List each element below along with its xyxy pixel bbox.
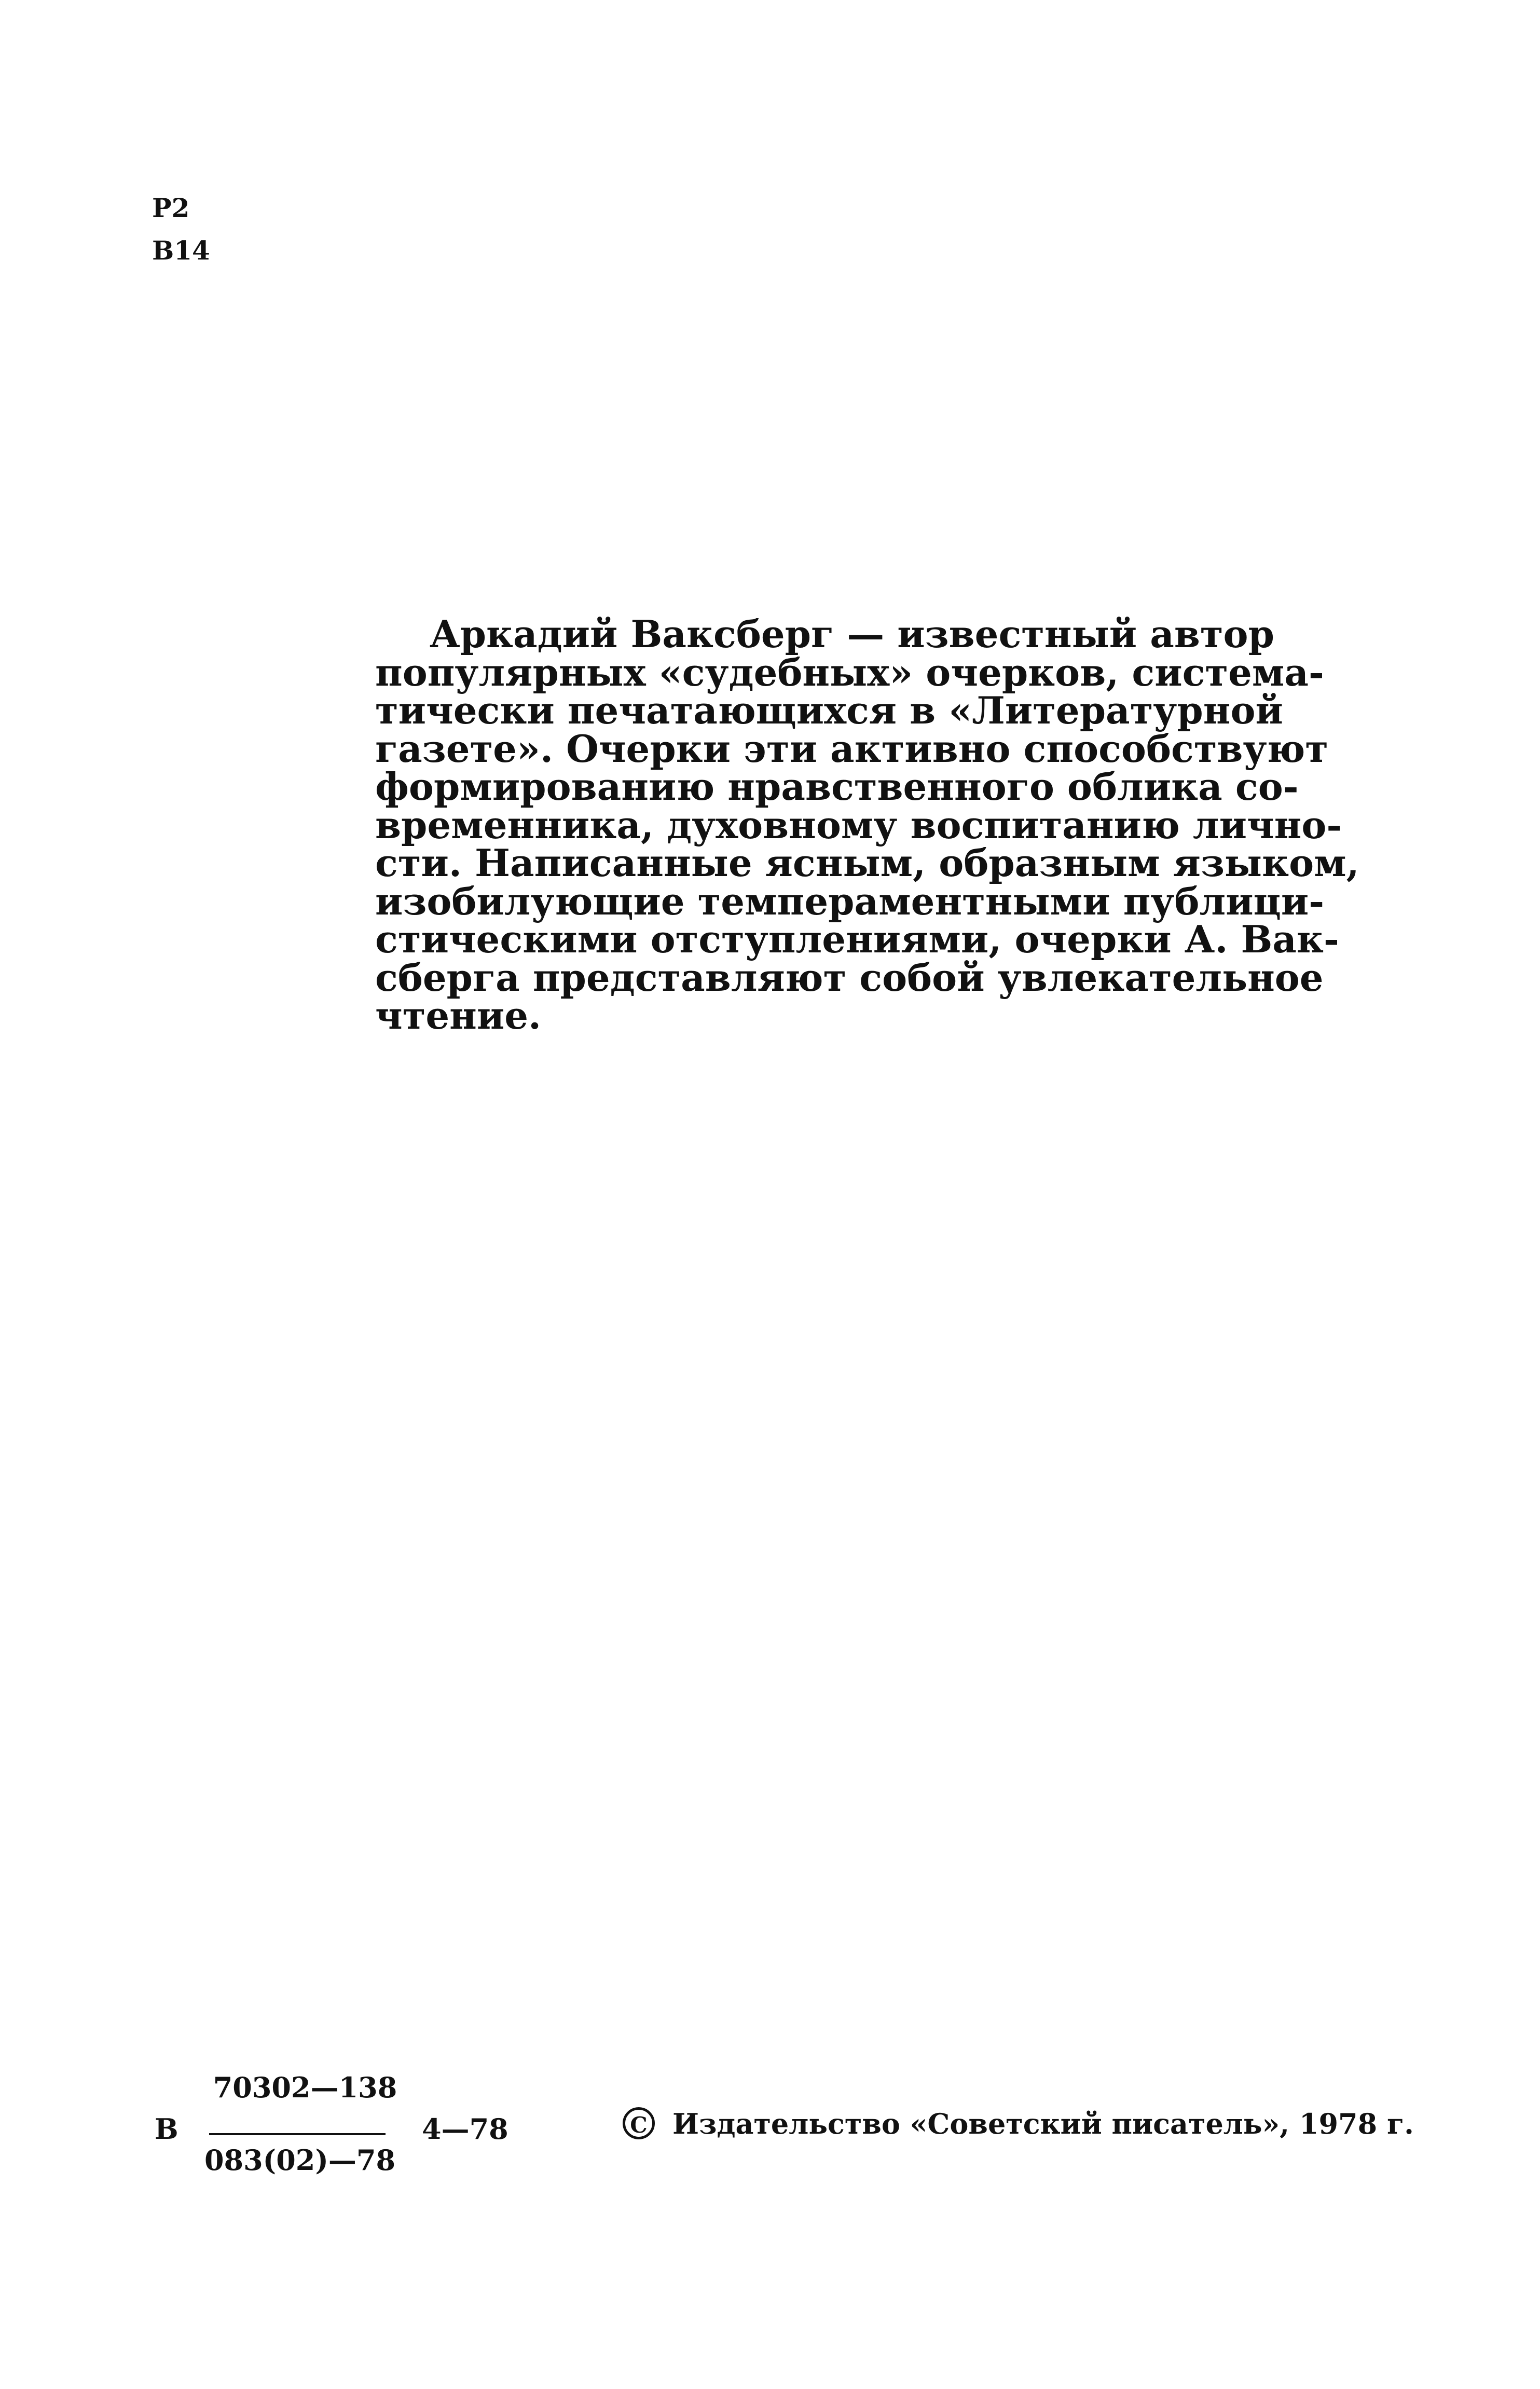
copyright-notice	[623, 2107, 1414, 2142]
annotation-line: популярных «судебных» очерков, система-	[375, 650, 1324, 694]
annotation-line: сберга представляют собой увлекательное	[375, 955, 1324, 1000]
copyright-icon: C	[623, 2107, 655, 2139]
index-denominator: 083(02)—78	[204, 2144, 396, 2177]
annotation-line: сти. Написанные ясным, образным языком,	[375, 841, 1359, 885]
annotation-line: газете». Очерки эти активно способствуют	[375, 726, 1328, 771]
index-numerator: 70302—138	[213, 2071, 397, 2104]
fraction-bar	[209, 2133, 386, 2135]
annotation-line: тически печатающихся в «Литературной	[375, 688, 1283, 732]
annotation-line: временника, духовному воспитанию лично-	[375, 802, 1342, 847]
index-suffix: 4—78	[422, 2112, 508, 2146]
classification-code	[152, 187, 210, 272]
copyright-text: Издательство «Советский писатель», 1978 г.	[672, 2107, 1414, 2140]
annotation-line: чтение.	[375, 993, 542, 1037]
annotation-line: Аркадий Ваксберг — известный автор	[430, 612, 1274, 656]
annotation-line: стическими отступлениями, очерки А. Вак-	[375, 917, 1339, 961]
annotation-line: формированию нравственного облика со-	[375, 765, 1299, 809]
book-annotation	[375, 612, 1359, 1037]
annotation-line: изобилующие темпераментными публици-	[375, 879, 1325, 923]
classification-line-2: В14	[152, 235, 210, 266]
index-letter: В	[155, 2112, 178, 2146]
classification-line-1: Р2	[152, 193, 190, 223]
